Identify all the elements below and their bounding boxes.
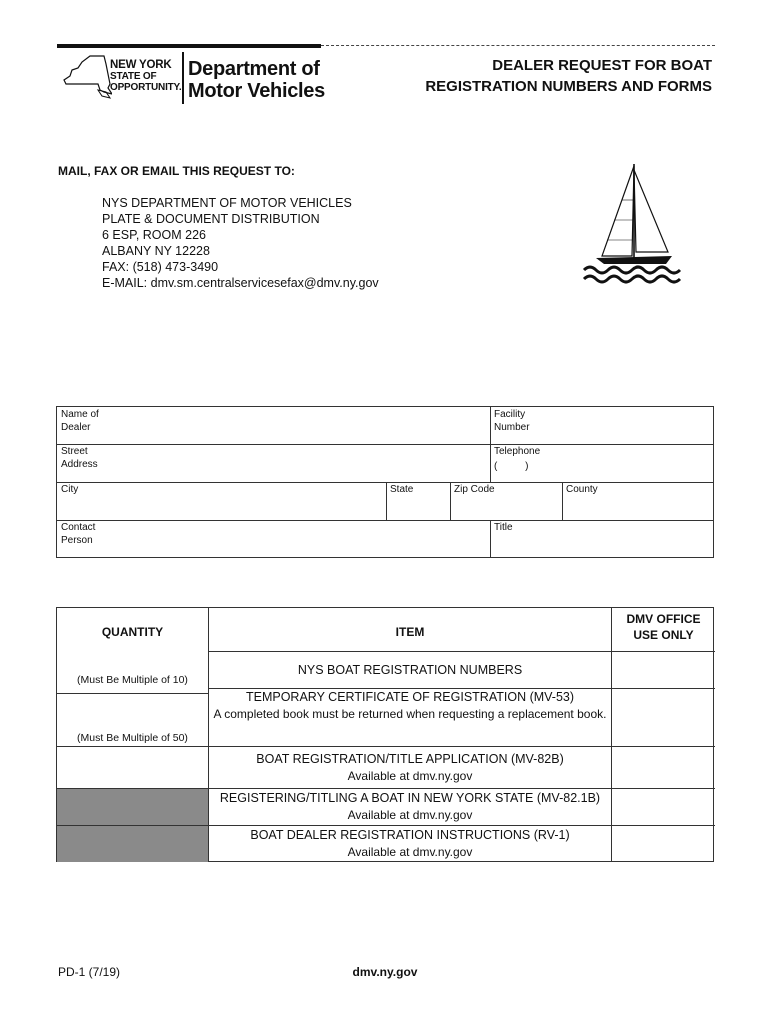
fax-line: FAX: (518) 473-3490 [102, 260, 219, 274]
field-label: Number [494, 421, 530, 433]
facility-number-field[interactable] [490, 407, 714, 444]
field-label: Street [61, 446, 88, 457]
mail-heading: MAIL, FAX OR EMAIL THIS REQUEST TO: [58, 164, 295, 178]
field-label: State [390, 484, 414, 495]
form-id: PD-1 (7/19) [58, 965, 121, 979]
quantity-input-mv82b[interactable] [57, 747, 208, 788]
field-label: Telephone [494, 446, 541, 457]
quantity-input-registration-numbers[interactable] [57, 652, 208, 693]
logo-divider [182, 52, 184, 104]
shaded-cell [57, 825, 208, 862]
ny-wordmark-line3: OPPORTUNITY. [110, 82, 182, 93]
item-header: ITEM [395, 625, 425, 639]
agency-name-line2: Motor Vehicles [188, 80, 325, 102]
item-registration-numbers [209, 662, 611, 679]
county-field[interactable] [562, 482, 714, 520]
address-line: PLATE & DOCUMENT DISTRIBUTION [102, 212, 320, 226]
ny-wordmark-line1: NEW YORK [110, 59, 172, 71]
field-label: Name of [61, 409, 99, 420]
address-line: ALBANY NY 12228 [102, 244, 210, 258]
field-label: Facility [494, 409, 526, 420]
item-subtitle: Available at dmv.ny.gov [347, 769, 473, 783]
item-title: REGISTERING/TITLING A BOAT IN NEW YORK STATE (MV-82.1B) [219, 791, 601, 805]
ny-wordmark [110, 60, 182, 93]
multiple-note: (Must Be Multiple of 50) [77, 732, 188, 744]
telephone-field[interactable] [490, 444, 714, 482]
field-label: County [566, 484, 598, 495]
item-rv1 [209, 827, 611, 861]
shaded-cell [57, 788, 208, 825]
item-title: BOAT REGISTRATION/TITLE APPLICATION (MV-82B) [256, 752, 564, 766]
item-title: NYS BOAT REGISTRATION NUMBERS [297, 663, 523, 677]
ny-wordmark-line2: STATE OF [110, 71, 157, 82]
document-title-line2: REGISTRATION NUMBERS AND FORMS [425, 78, 712, 95]
footer-website: dmv.ny.gov [352, 965, 418, 979]
order-table [56, 607, 714, 862]
mailing-address [102, 195, 379, 291]
field-label: Person [61, 534, 93, 546]
area-code-parens: ( ) [494, 460, 529, 472]
table-divider [208, 651, 715, 652]
zip-code-field[interactable] [450, 482, 562, 520]
sailboat-icon [582, 160, 682, 288]
item-mv82b [209, 751, 611, 785]
table-divider [57, 788, 715, 789]
item-mv82-1b [209, 790, 611, 824]
item-title: BOAT DEALER REGISTRATION INSTRUCTIONS (RV-1) [250, 828, 570, 842]
office-use-header [612, 611, 715, 643]
dmv-logo [58, 52, 328, 110]
field-label: Title [494, 522, 513, 533]
item-subtitle: A completed book must be returned when requesting a replacement book. [213, 707, 607, 721]
address-line: NYS DEPARTMENT OF MOTOR VEHICLES [102, 196, 352, 210]
item-title: TEMPORARY CERTIFICATE OF REGISTRATION (MV-53) [245, 690, 575, 704]
dealer-name-field[interactable] [57, 407, 490, 444]
document-title-line1: DEALER REQUEST FOR BOAT [492, 57, 712, 74]
table-divider [611, 608, 612, 862]
dealer-info-form [56, 406, 714, 558]
quantity-header: QUANTITY [101, 625, 164, 639]
field-label: City [61, 484, 79, 495]
address-line: 6 ESP, ROOM 226 [102, 228, 206, 242]
new-york-state-outline-icon [60, 54, 112, 102]
multiple-note: (Must Be Multiple of 10) [77, 674, 188, 686]
field-label: Contact [61, 522, 96, 533]
office-use-header-line: DMV OFFICE [626, 612, 701, 626]
title-field[interactable] [490, 520, 714, 558]
field-label: Address [61, 458, 98, 470]
city-field[interactable] [57, 482, 386, 520]
agency-name [188, 58, 325, 102]
header-rule-thin [321, 45, 715, 46]
agency-name-line1: Department of [188, 58, 320, 80]
state-field[interactable] [386, 482, 450, 520]
item-subtitle: Available at dmv.ny.gov [347, 845, 473, 859]
street-address-field[interactable] [57, 444, 490, 482]
office-use-header-line: USE ONLY [633, 628, 694, 642]
email-line: E-MAIL: dmv.sm.centralservicesefax@dmv.ny.gov [102, 276, 379, 290]
field-label: Dealer [61, 421, 91, 433]
table-divider [57, 825, 715, 826]
document-title [425, 55, 712, 97]
header-rule-thick [57, 44, 321, 48]
item-subtitle: Available at dmv.ny.gov [347, 808, 473, 822]
item-mv53 [209, 689, 611, 723]
field-label: Zip Code [454, 484, 495, 495]
contact-person-field[interactable] [57, 520, 490, 558]
